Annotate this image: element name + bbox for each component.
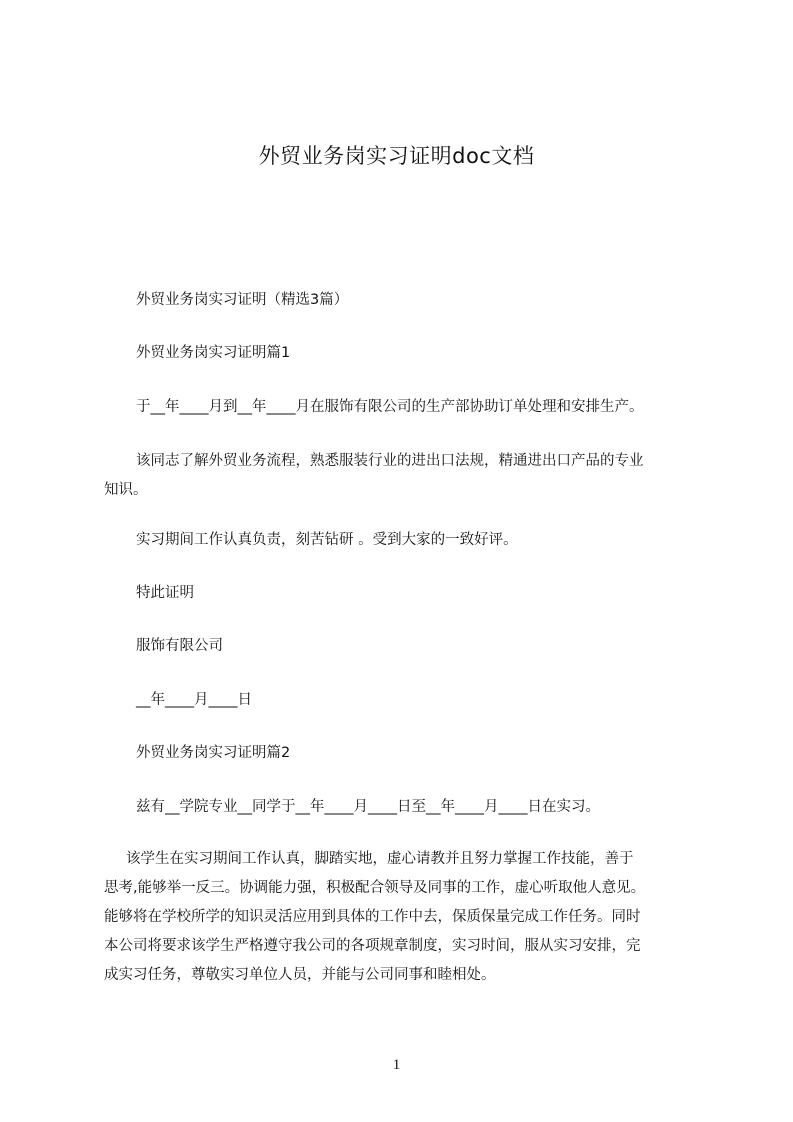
paragraph-line: 成实习任务，尊敬实习单位人员，并能与公司同事和睦相处。 [104,967,496,983]
section1-certify: 特此证明 [136,585,194,601]
page-number: 1 [392,1057,401,1073]
paragraph-line: 该学生在实习期间工作认真，脚踏实地，虚心请教并且努力掌握工作技能，善于 [126,851,634,867]
document-title: 外贸业务岗实习证明doc文档 [258,144,535,168]
section1-company: 服饰有限公司 [136,638,223,654]
section1-attitude: 实习期间工作认真负责，刻苦钻研 。受到大家的一致好评。 [136,532,518,548]
section2-intro: 兹有__学院专业__同学于__年____月____日至__年____月____日在实习。 [136,799,600,815]
section1-date: __年____月____日 [136,692,252,708]
paragraph-line: 本公司将要求该学生严格遵守我公司的各项规章制度，实习时间，服从实习安排，完 [104,938,641,954]
section1-period: 于__年____月到__年____月在服饰有限公司的生产部协助订单处理和安排生产。 [136,399,644,415]
section1-heading: 外贸业务岗实习证明篇1 [136,345,291,361]
section2-evaluation-paragraph [104,845,645,990]
paragraph-line: 知识。 [104,482,148,498]
paragraph-line: 能够将在学校所学的知识灵活应用到具体的工作中去，保质保量完成工作任务。同时 [104,909,641,925]
section2-heading: 外贸业务岗实习证明篇2 [136,745,291,761]
section1-knowledge-paragraph [104,447,644,505]
main-heading: 外贸业务岗实习证明（精选3篇） [136,292,349,308]
paragraph-line: 思考,能够举一反三。协调能力强，积极配合领导及同事的工作，虚心听取他人意见。 [104,880,646,896]
paragraph-line: 该同志了解外贸业务流程，熟悉服装行业的进出口法规，精通进出口产品的专业 [136,453,644,469]
